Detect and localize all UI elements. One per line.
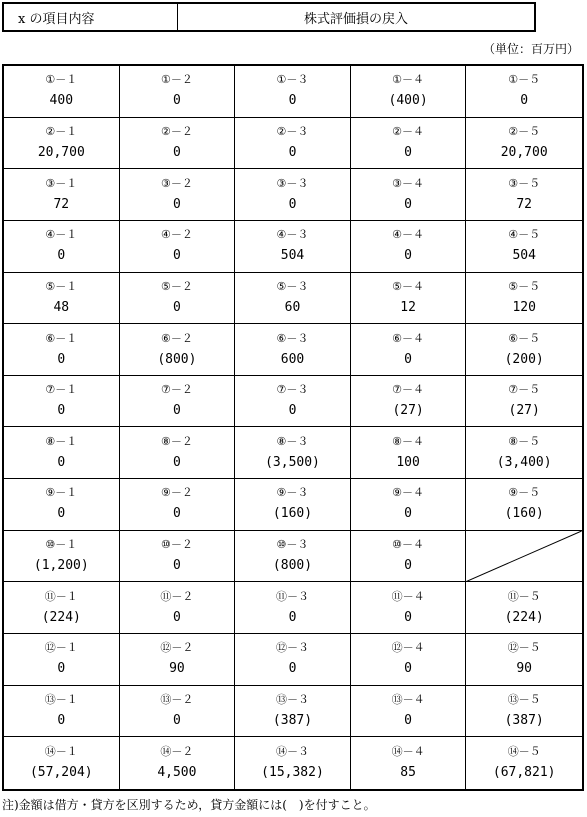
cell-code: ①－１ bbox=[45, 73, 78, 87]
table-cell bbox=[120, 66, 236, 118]
cell-value: 0 bbox=[404, 351, 412, 367]
cell-code: ⑪－２ bbox=[160, 589, 194, 603]
cell-code: ⑫－４ bbox=[391, 641, 425, 655]
cell-code: ⑨－２ bbox=[160, 486, 193, 500]
table-cell bbox=[235, 118, 351, 170]
cell-code: ④－２ bbox=[160, 228, 193, 242]
cell-value: 48 bbox=[53, 299, 70, 315]
table-cell bbox=[4, 169, 120, 221]
amount-table bbox=[2, 64, 584, 791]
table-cell bbox=[466, 427, 582, 479]
table-cell bbox=[120, 531, 236, 583]
table-cell bbox=[351, 634, 467, 686]
cell-code: ③－３ bbox=[276, 176, 309, 190]
cell-value: 0 bbox=[404, 558, 412, 574]
cell-value: 100 bbox=[396, 454, 420, 470]
cell-code: ③－２ bbox=[160, 176, 193, 190]
table-cell bbox=[466, 273, 582, 325]
cell-code: ⑭－２ bbox=[160, 745, 194, 759]
cell-code: ⑫－３ bbox=[275, 641, 309, 655]
cell-value: (15,382) bbox=[261, 765, 324, 781]
cell-value: (387) bbox=[272, 713, 313, 729]
table-cell bbox=[4, 686, 120, 738]
cell-code: ⑩－２ bbox=[160, 538, 193, 552]
table-cell bbox=[120, 118, 236, 170]
cell-code: ②－１ bbox=[45, 124, 78, 138]
cell-value: 0 bbox=[57, 661, 66, 677]
cell-code: ⑦－３ bbox=[276, 383, 309, 397]
cell-code: ⑪－５ bbox=[507, 589, 541, 603]
cell-value: 0 bbox=[172, 454, 181, 470]
table-cell bbox=[351, 66, 467, 118]
cell-code: ①－３ bbox=[276, 73, 309, 87]
cell-value: 504 bbox=[512, 248, 536, 264]
cell-value: 0 bbox=[288, 93, 297, 109]
cell-code: ⑭－５ bbox=[507, 745, 541, 759]
cell-code: ⑦－１ bbox=[45, 383, 78, 397]
table-cell bbox=[4, 66, 120, 118]
cell-code: ⑧－３ bbox=[276, 434, 309, 448]
cell-value: 0 bbox=[288, 661, 297, 677]
table-cell bbox=[466, 737, 582, 789]
cell-value: 0 bbox=[172, 609, 181, 625]
cell-code: ⑨－５ bbox=[508, 486, 541, 500]
cell-code: ⑭－３ bbox=[275, 745, 309, 759]
cell-code: ⑨－４ bbox=[392, 486, 425, 500]
cell-value: 0 bbox=[57, 506, 66, 522]
cell-code: ⑪－４ bbox=[391, 589, 425, 603]
cell-code: ③－４ bbox=[392, 176, 425, 190]
table-cell bbox=[235, 479, 351, 531]
cell-value: (67,821) bbox=[492, 765, 556, 781]
cell-code: ④－５ bbox=[508, 228, 541, 242]
cell-code: ⑨－１ bbox=[45, 486, 78, 500]
table-cell bbox=[120, 169, 236, 221]
cell-value: 600 bbox=[280, 351, 305, 367]
table-cell bbox=[120, 376, 236, 428]
cell-value: (224) bbox=[41, 609, 81, 625]
cell-value: 0 bbox=[57, 403, 66, 419]
cell-value: 0 bbox=[172, 144, 181, 160]
cell-value: 85 bbox=[400, 765, 416, 781]
cell-code: ④－４ bbox=[392, 228, 425, 242]
cell-code: ⑧－５ bbox=[508, 434, 541, 448]
table-cell bbox=[120, 582, 236, 634]
table-cell bbox=[466, 66, 582, 118]
cell-value: 0 bbox=[404, 506, 412, 522]
cell-value: 0 bbox=[172, 93, 181, 109]
cell-value: (1,200) bbox=[33, 558, 89, 574]
table-cell bbox=[351, 324, 467, 376]
cell-code: ⑦－５ bbox=[508, 383, 541, 397]
table-cell bbox=[466, 118, 582, 170]
cell-value: 0 bbox=[404, 196, 412, 212]
cell-code: ③－５ bbox=[508, 176, 541, 190]
cell-value: (387) bbox=[504, 713, 544, 729]
cell-code: ②－５ bbox=[508, 124, 541, 138]
table-cell bbox=[4, 324, 120, 376]
table-cell bbox=[120, 221, 236, 273]
table-cell bbox=[351, 737, 467, 789]
cell-code: ⑭－４ bbox=[391, 745, 425, 759]
cell-code: ⑬－４ bbox=[391, 693, 425, 707]
cell-code: ①－４ bbox=[392, 73, 425, 87]
cell-value: 0 bbox=[404, 713, 412, 729]
table-cell bbox=[120, 324, 236, 376]
cell-code: ⑩－１ bbox=[45, 538, 78, 552]
cell-code: ④－３ bbox=[276, 228, 309, 242]
table-cell bbox=[351, 479, 467, 531]
cell-value: 0 bbox=[404, 144, 412, 160]
table-cell bbox=[466, 634, 582, 686]
table-cell bbox=[466, 324, 582, 376]
cell-code: ②－３ bbox=[276, 124, 309, 138]
cell-value: 90 bbox=[516, 661, 533, 677]
table-cell bbox=[4, 118, 120, 170]
table-cell bbox=[120, 634, 236, 686]
cell-code: ⑦－２ bbox=[160, 383, 193, 397]
cell-value: 0 bbox=[172, 299, 181, 315]
table-cell bbox=[4, 376, 120, 428]
cell-value: (224) bbox=[504, 609, 544, 625]
table-cell bbox=[235, 737, 351, 789]
cell-value: 0 bbox=[288, 609, 297, 625]
cell-value: 4,500 bbox=[157, 765, 197, 781]
table-cell bbox=[351, 686, 467, 738]
cell-value: (800) bbox=[157, 351, 197, 367]
cell-value: 20,700 bbox=[500, 144, 548, 160]
cell-code: ⑥－２ bbox=[160, 331, 193, 345]
table-cell bbox=[466, 582, 582, 634]
cell-code: ⑤－２ bbox=[160, 279, 193, 293]
cell-code: ②－４ bbox=[392, 124, 425, 138]
cell-value: 0 bbox=[57, 248, 66, 264]
table-cell bbox=[466, 221, 582, 273]
cell-value: (3,500) bbox=[265, 454, 320, 470]
item-content-cell: 株式評価損の戻入 bbox=[303, 11, 408, 27]
cell-value: (27) bbox=[392, 403, 424, 419]
cell-code: ②－２ bbox=[160, 124, 193, 138]
cell-value: 120 bbox=[512, 299, 536, 315]
table-cell bbox=[351, 531, 467, 583]
cell-value: 0 bbox=[172, 196, 181, 212]
table-cell bbox=[4, 221, 120, 273]
cell-code: ③－１ bbox=[45, 176, 78, 190]
cell-code: ⑬－１ bbox=[44, 693, 78, 707]
cell-value: 400 bbox=[49, 93, 74, 109]
table-cell bbox=[235, 686, 351, 738]
cell-code: ⑦－４ bbox=[392, 383, 425, 397]
unit-label: （単位：百万円） bbox=[482, 42, 579, 56]
cell-code: ⑫－２ bbox=[160, 641, 194, 655]
cell-code: ⑫－１ bbox=[44, 641, 78, 655]
cell-value: 0 bbox=[520, 93, 529, 109]
diagonal-line bbox=[466, 531, 582, 582]
table-cell bbox=[4, 582, 120, 634]
cell-code: ⑧－２ bbox=[160, 434, 193, 448]
cell-value: 0 bbox=[172, 403, 181, 419]
table-cell bbox=[4, 531, 120, 583]
table-cell bbox=[466, 686, 582, 738]
cell-code: ①－２ bbox=[160, 73, 193, 87]
cell-value: 0 bbox=[404, 248, 412, 264]
cell-value: 72 bbox=[516, 196, 533, 212]
table-cell bbox=[235, 376, 351, 428]
cell-value: 0 bbox=[172, 506, 181, 522]
cell-value: 0 bbox=[57, 454, 66, 470]
table-cell bbox=[351, 376, 467, 428]
cell-code: ⑬－５ bbox=[507, 693, 541, 707]
cell-code: ①－５ bbox=[508, 73, 541, 87]
cell-value: 0 bbox=[404, 609, 412, 625]
table-cell bbox=[4, 634, 120, 686]
cell-value: 60 bbox=[284, 299, 301, 315]
cell-value: 90 bbox=[169, 661, 185, 677]
table-cell bbox=[351, 273, 467, 325]
table-cell bbox=[466, 169, 582, 221]
table-cell bbox=[235, 273, 351, 325]
table-cell bbox=[235, 221, 351, 273]
cell-value: 0 bbox=[57, 351, 66, 367]
cell-value: 0 bbox=[288, 196, 297, 212]
footnote: 注)金額は借方・貸方を区別するため，貸方金額には( )を付すこと。 bbox=[2, 798, 376, 812]
cell-code: ⑪－１ bbox=[44, 589, 78, 603]
table-cell bbox=[120, 479, 236, 531]
cell-value: (160) bbox=[504, 506, 544, 522]
cell-code: ⑤－３ bbox=[276, 279, 309, 293]
table-cell bbox=[235, 169, 351, 221]
cell-value: 0 bbox=[57, 713, 66, 729]
table-cell bbox=[235, 324, 351, 376]
table-cell bbox=[351, 427, 467, 479]
table-cell bbox=[235, 427, 351, 479]
cell-value: (57,204) bbox=[29, 765, 93, 781]
cell-value: (200) bbox=[504, 351, 544, 367]
cell-value: 20,700 bbox=[37, 144, 85, 160]
cell-value: 0 bbox=[172, 713, 181, 729]
cell-value: 0 bbox=[172, 248, 181, 264]
table-cell bbox=[351, 169, 467, 221]
cell-value: 72 bbox=[53, 196, 70, 212]
cell-value: (27) bbox=[508, 403, 540, 419]
table-cell bbox=[4, 273, 120, 325]
item-label-cell: x の項目内容 bbox=[4, 4, 178, 30]
cell-code: ⑥－１ bbox=[45, 331, 78, 345]
table-cell bbox=[4, 427, 120, 479]
table-cell bbox=[235, 634, 351, 686]
table-cell bbox=[235, 66, 351, 118]
cell-value: (400) bbox=[388, 93, 428, 109]
empty-diagonal-cell bbox=[466, 531, 582, 583]
cell-code: ⑤－１ bbox=[45, 279, 78, 293]
cell-value: 0 bbox=[288, 403, 297, 419]
cell-value: (160) bbox=[272, 506, 313, 522]
table-cell bbox=[351, 582, 467, 634]
table-cell bbox=[4, 479, 120, 531]
table-cell bbox=[120, 737, 236, 789]
table-cell bbox=[351, 221, 467, 273]
cell-value: 0 bbox=[288, 144, 297, 160]
cell-code: ⑬－２ bbox=[160, 693, 194, 707]
cell-code: ⑤－５ bbox=[508, 279, 541, 293]
cell-code: ⑬－３ bbox=[275, 693, 309, 707]
cell-value: 0 bbox=[172, 558, 181, 574]
cell-code: ⑩－３ bbox=[276, 538, 309, 552]
cell-code: ⑨－３ bbox=[276, 486, 309, 500]
table-cell bbox=[466, 479, 582, 531]
cell-code: ⑭－１ bbox=[44, 745, 78, 759]
cell-code: ⑩－４ bbox=[392, 538, 425, 552]
table-cell bbox=[466, 376, 582, 428]
cell-code: ⑪－３ bbox=[275, 589, 309, 603]
cell-value: 504 bbox=[280, 248, 305, 264]
cell-code: ⑥－５ bbox=[508, 331, 541, 345]
table-cell bbox=[4, 737, 120, 789]
cell-code: ⑥－３ bbox=[276, 331, 309, 345]
cell-value: (3,400) bbox=[496, 454, 552, 470]
table-cell bbox=[120, 427, 236, 479]
cell-code: ⑧－４ bbox=[392, 434, 425, 448]
cell-code: ⑫－５ bbox=[507, 641, 541, 655]
cell-value: (800) bbox=[272, 558, 313, 574]
cell-code: ⑤－４ bbox=[392, 279, 425, 293]
cell-code: ④－１ bbox=[45, 228, 78, 242]
table-cell bbox=[235, 531, 351, 583]
header-table bbox=[2, 2, 536, 32]
table-cell bbox=[351, 118, 467, 170]
table-cell bbox=[120, 273, 236, 325]
table-cell bbox=[235, 582, 351, 634]
cell-code: ⑧－１ bbox=[45, 434, 78, 448]
cell-code: ⑥－４ bbox=[392, 331, 425, 345]
cell-value: 0 bbox=[404, 661, 412, 677]
table-cell bbox=[120, 686, 236, 738]
cell-value: 12 bbox=[400, 299, 416, 315]
